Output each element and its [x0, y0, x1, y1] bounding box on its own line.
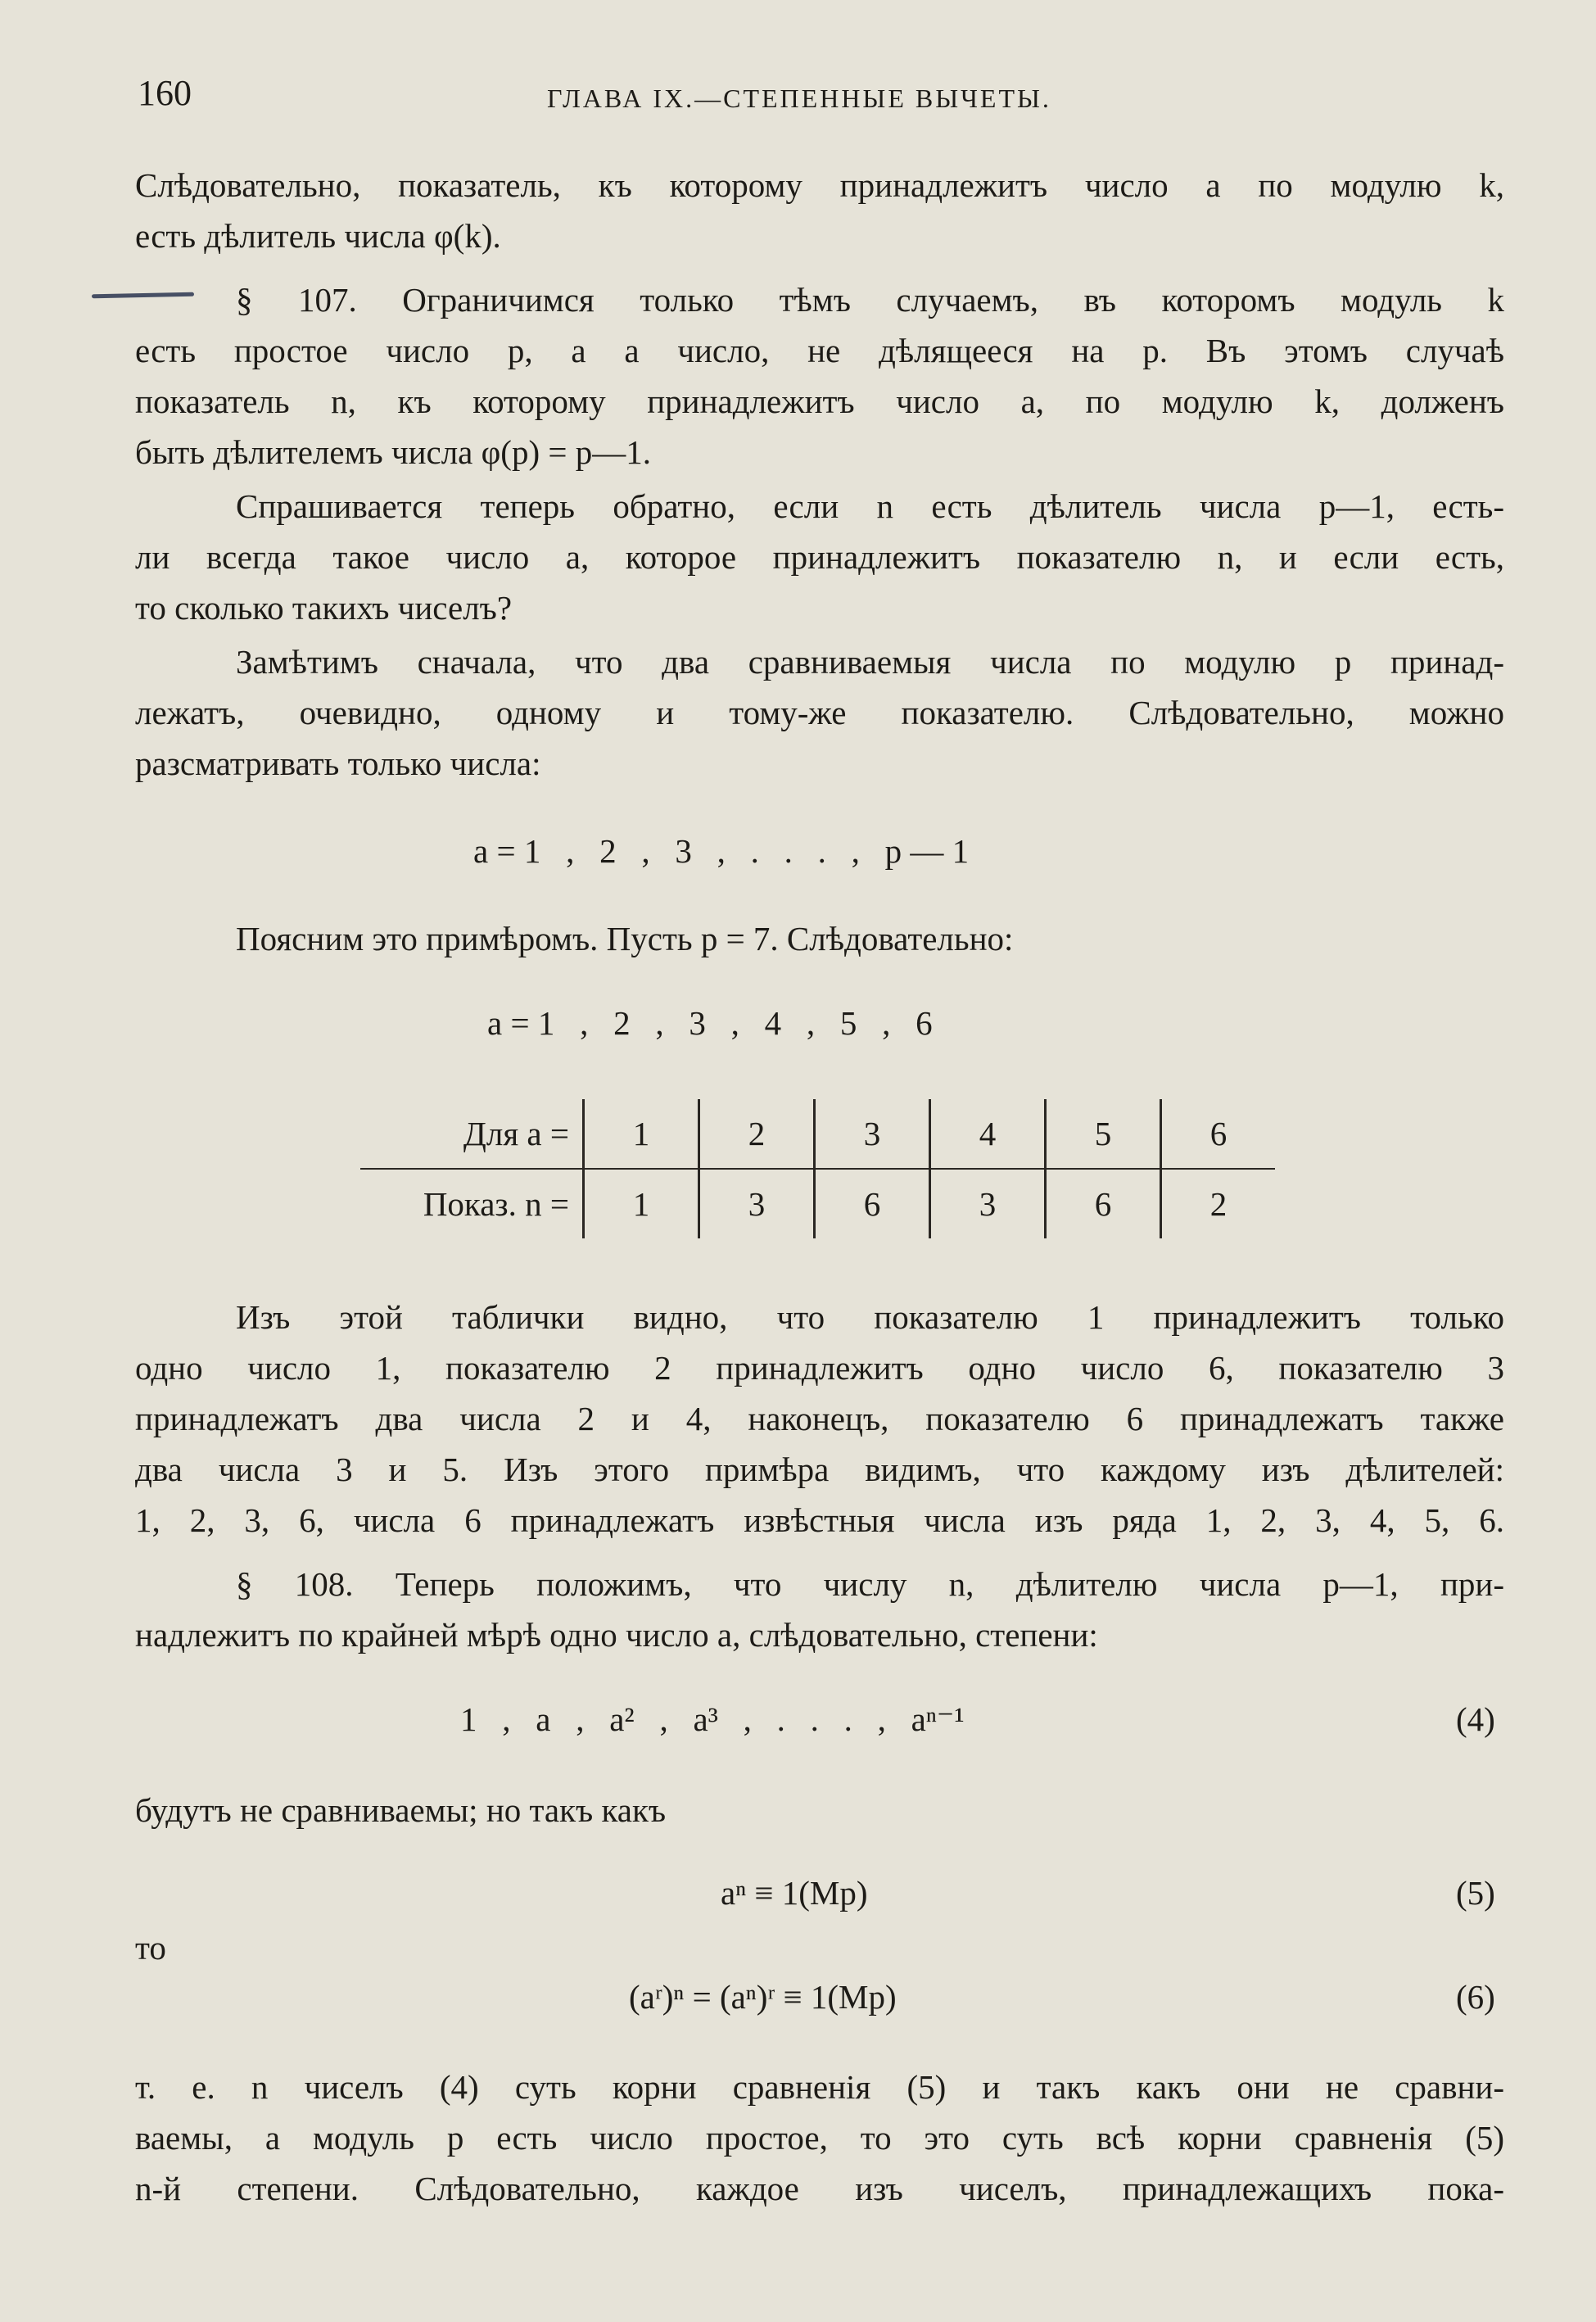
table-cell-a: 6	[1161, 1099, 1276, 1169]
text-line: ли всегда такое число a, которое принадлежитъ показателю n, и если есть,	[135, 538, 1504, 576]
text-line: будутъ не сравниваемы; но такъ какъ	[135, 1791, 667, 1829]
text-line: принадлежатъ два числа 2 и 4, наконецъ, показателю 6 принадлежатъ также	[135, 1400, 1504, 1437]
table-label-a: Для a =	[360, 1099, 584, 1169]
page-number: 160	[138, 73, 192, 113]
exponent-table	[360, 1099, 1275, 1238]
table-cell-n: 2	[1161, 1169, 1276, 1238]
text-line: Поясним это примѣромъ. Пусть p = 7. Слѣдовательно:	[236, 920, 1014, 957]
table-cell-n: 6	[815, 1169, 930, 1238]
table-cell-n: 6	[1046, 1169, 1161, 1238]
text-line: Слѣдовательно, показатель, къ которому принадлежитъ число a по модулю k,	[135, 166, 1504, 204]
text-line: т. е. n чиселъ (4) суть корни сравненія (5) и такъ какъ они не сравни-	[135, 2068, 1504, 2106]
text-line: Замѣтимъ сначала, что два сравниваемыя числа по модулю p принад-	[236, 643, 1504, 681]
table-label-n: Показ. n =	[423, 1185, 569, 1223]
section-108-start: § 108. Теперь положимъ, что числу n, дѣлителю числа p—1, при-	[236, 1565, 1504, 1603]
text-line: есть простое число p, а a число, не дѣлящееся на p. Въ этомъ случаѣ	[135, 332, 1504, 369]
formula-powers: 1 , a , a² , a³ , . . . , aⁿ⁻¹	[460, 1700, 965, 1738]
table-row-n	[360, 1169, 1275, 1238]
text-line: одно число 1, показателю 2 принадлежитъ одно число 6, показателю 3	[135, 1349, 1504, 1387]
equation-number: (5)	[1456, 1874, 1495, 1912]
text-line: разсматривать только числа:	[135, 745, 541, 782]
table-cell-a: 4	[930, 1099, 1046, 1169]
text-line: надлежитъ по крайней мѣрѣ одно число a, слѣдовательно, степени:	[135, 1616, 1098, 1654]
text-line: показатель n, къ которому принадлежитъ число a, по модулю k, долженъ	[135, 382, 1504, 420]
table-cell-n: 3	[699, 1169, 815, 1238]
text-line: два числа 3 и 5. Изъ этого примѣра видимъ, что каждому изъ дѣлителей:	[135, 1451, 1504, 1488]
pencil-mark	[92, 292, 194, 299]
text-line: то	[135, 1929, 166, 1967]
table-cell-a: 2	[699, 1099, 815, 1169]
equation-number: (6)	[1456, 1978, 1495, 2016]
chapter-title: ГЛАВА IX.—СТЕПЕННЫЕ ВЫЧЕТЫ.	[547, 84, 1051, 113]
text-line: лежатъ, очевидно, одному и тому-же показателю. Слѣдовательно, можно	[135, 694, 1504, 731]
text-line: Изъ этой таблички видно, что показателю 1 принадлежитъ только	[236, 1298, 1504, 1336]
text-line: быть дѣлителемъ числа φ(p) = p—1.	[135, 433, 651, 471]
table-cell-a: 1	[584, 1099, 699, 1169]
text-line: то сколько такихъ чиселъ?	[135, 589, 513, 627]
formula-power-congruence: (aʳ)ⁿ = (aⁿ)ʳ ≡ 1(Mp)	[629, 1978, 897, 2016]
formula-congruence: aⁿ ≡ 1(Mp)	[721, 1874, 868, 1912]
formula-example: a = 1 , 2 , 3 , 4 , 5 , 6	[487, 1004, 933, 1042]
formula-residues: a = 1 , 2 , 3 , . . . , p — 1	[473, 832, 970, 870]
section-107-start: § 107. Ограничимся только тѣмъ случаемъ, въ которомъ модуль k	[236, 281, 1504, 319]
text-line: есть дѣлитель числа φ(k).	[135, 217, 501, 255]
table-cell-a: 5	[1046, 1099, 1161, 1169]
text-line: n-й степени. Слѣдовательно, каждое изъ чиселъ, принадлежащихъ пока-	[135, 2170, 1504, 2207]
table-cell-a: 3	[815, 1099, 930, 1169]
text-line: ваемы, а модуль p есть число простое, то это суть всѣ корни сравненія (5)	[135, 2119, 1504, 2157]
equation-number: (4)	[1456, 1700, 1495, 1738]
text-line: Спрашивается теперь обратно, если n есть дѣлитель числа p—1, есть-	[236, 487, 1504, 525]
table-cell-n: 3	[930, 1169, 1046, 1238]
text-line: 1, 2, 3, 6, числа 6 принадлежатъ извѣстныя числа изъ ряда 1, 2, 3, 4, 5, 6.	[135, 1501, 1504, 1539]
table-cell-n: 1	[584, 1169, 699, 1238]
table-row-a	[360, 1099, 1275, 1169]
